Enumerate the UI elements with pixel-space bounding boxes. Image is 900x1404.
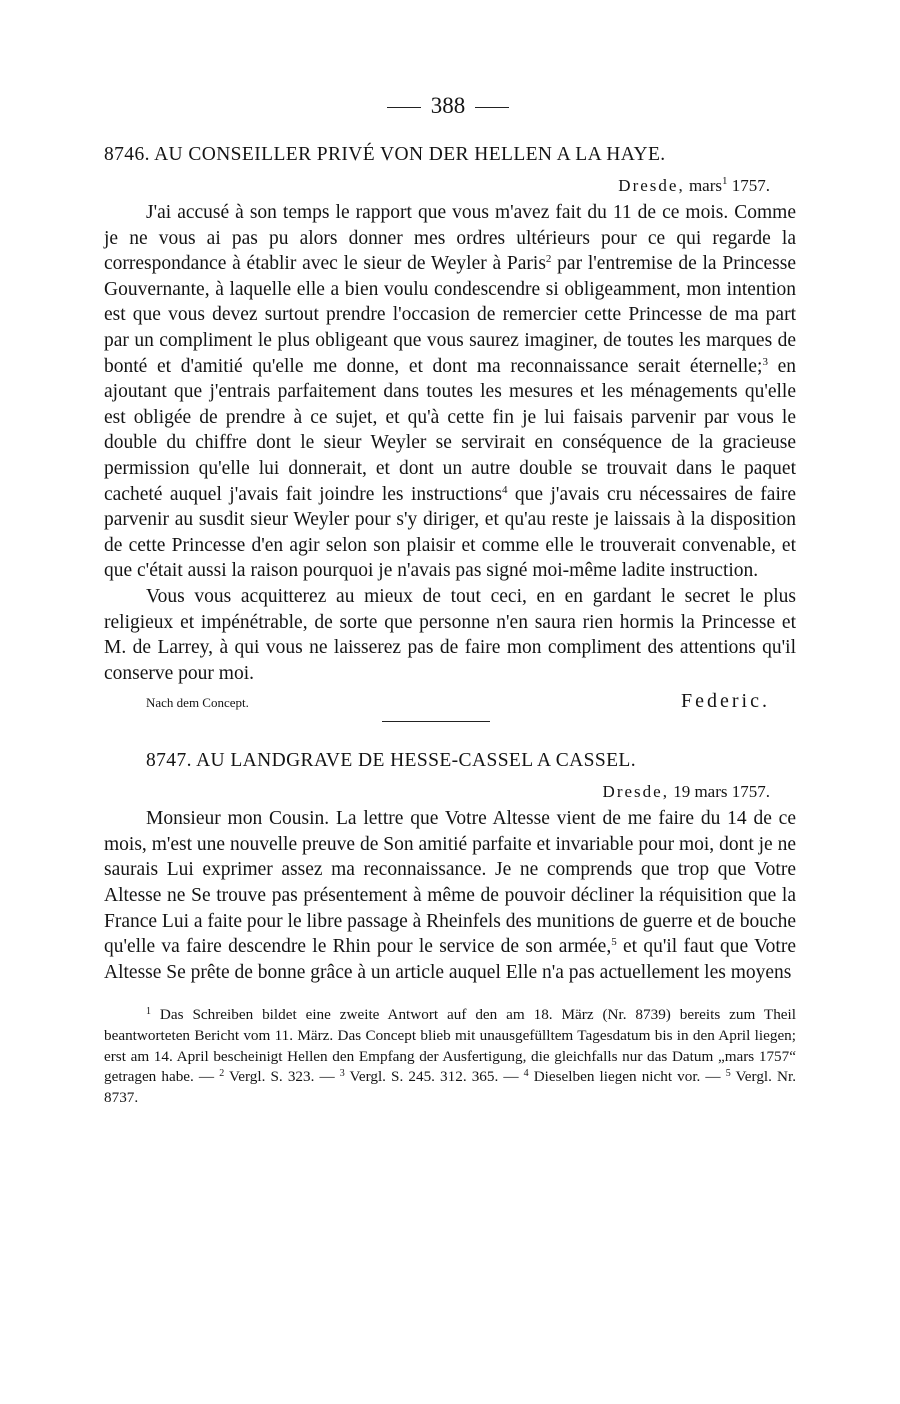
letter-8747-date-rest: 19 mars 1757. [673, 782, 770, 802]
footnote-4-mark: 4 [523, 1068, 529, 1080]
letter-8746-p1-part-b: par l'entremise de la Princesse Gouvernante, à laquelle elle a bien voulu condescendre si obligeamment, mon intention est que vous devez surtout prendre l'occasion de remercier cette Princesse de ma part par un compliment le plus obligeant que vous saurez imaginer, de toutes les marques de bonté et d'amitié qu'elle me donne, et dont ma reconnaissance serait éternelle; [104, 253, 797, 377]
page-number-right-dash [475, 107, 509, 108]
letter-8746-paragraph-1 [104, 200, 796, 584]
letter-8747-p1-part-b: et qu'il faut que Votre Altesse Se prête de bonne grâce à un article auquel Elle n'a pas actuellement les moyens [104, 936, 796, 983]
footnote-2-text: Vergl. S. 323. — [224, 1068, 340, 1086]
letter-8747-paragraph-1 [104, 806, 796, 985]
letter-8746-date-month: mars [688, 176, 722, 195]
footnote-ref-4: 4 [501, 483, 508, 496]
letter-8746-p1-part-d: que j'avais cru nécessaires de faire parvenir au susdit sieur Weyler pour s'y diriger, et qu'au reste je laissais à la disposition de cette Princesse d'en agir selon son plaisir et comme elle le trouverait convenable, et que c'était aussi la raison pourquoi je n'avais pas signé moi-même ladite instruction. [104, 483, 797, 582]
footnote-5-text: Vergl. Nr. 8737. [104, 1068, 796, 1106]
letter-8746-p1-part-a: J'ai accusé à son temps le rapport que vous m'avez fait du 11 de ce mois. Comme je ne vous ai pas pu alors donner mes ordres ultérieurs pour ce qui regarde la correspondance à établir avec le sieur de Weyler à Paris [104, 202, 796, 275]
document-page [104, 92, 796, 1108]
footnote-2-mark: 2 [219, 1068, 225, 1080]
footnote-5-mark: 5 [725, 1068, 731, 1080]
letter-8746-body [104, 200, 796, 686]
footnote-1-text: Das Schreiben bildet eine zweite Antwort auf den am 18. März (Nr. 8739) bereits zum Theil beantworteten Bericht vom 11. März. Das Concept blieb mit unausgefülltem Tagesdatum bis in den April liegen; erst am 14. April bescheinigt Hellen den Empfang der Ausfertigung, die gleichfalls nur das Datum „mars 1757“ getragen habe. — [104, 1006, 796, 1086]
letter-8746-date-year: 1757. [731, 176, 770, 195]
letter-8747-dateline [104, 780, 796, 804]
footnote-4-text: Dieselben liegen nicht vor. — [528, 1068, 726, 1086]
footnote-block [104, 1005, 796, 1108]
letter-8746-dateline [104, 174, 796, 198]
footnotes [104, 1005, 796, 1108]
signature: Federic. [681, 690, 770, 713]
letter-8746-p1-part-c: en ajoutant que j'entrais parfaitement dans toutes les mesures et les ménagements qu'elle est obligée de prendre à ce sujet, et qu'à cette fin je lui faisais parvenir par vous le double du chiffre dont le sieur Weyler se servirait en conséquence de la gracieuse permission qu'elle lui donnerait, et dont un autre double se trouvait dans le paquet cacheté auquel j'avais fait joindre les instructions [104, 355, 796, 505]
source-note: Nach dem Concept. [146, 695, 249, 711]
footnote-ref-1: 1 [722, 175, 728, 187]
page-number-left-dash [387, 107, 421, 108]
letter-8746-paragraph-2: Vous vous acquitterez au mieux de tout ceci, en en gardant le secret le plus religieux et impénétrable, de sorte que personne n'en saura rien hormis la Princesse et M. de Larrey, à qui vous ne laisserez pas de faire mon compliment des attentions qu'il conserve pour moi. [104, 585, 796, 684]
footnote-3-mark: 3 [339, 1068, 345, 1080]
footnote-ref-3: 3 [762, 355, 768, 368]
letter-8747-body [104, 806, 796, 985]
footnote-ref-2: 2 [545, 253, 552, 266]
letter-separator-rule [382, 721, 490, 722]
page-number-header [100, 92, 796, 120]
footnote-1-mark: 1 [146, 1006, 151, 1018]
footnote-ref-5: 5 [611, 936, 617, 949]
letter-8747-p1-part-a: Monsieur mon Cousin. La lettre que Votre Altesse vient de me faire du 14 de ce mois, m'est une nouvelle preuve de Son amitié parfaite et invariable pour moi, dont je ne saurais Lui exprimer assez ma reconnaissance. Je ne comprends que trop que Votre Altesse ne Se trouve pas présentement à même de pouvoir décliner la réquisition que la France Lui a faite pour le libre passage à Rheinfels des munitions de guerre et de bouche qu'elle va faire descendre le Rhin pour le service de son armée, [104, 808, 797, 958]
letter-8746-closing [104, 690, 796, 713]
letter-8747-date-place: Dresde, [602, 782, 669, 802]
letter-8746-date-place: Dresde, [618, 176, 685, 195]
footnote-3-text: Vergl. S. 245. 312. 365. — [344, 1068, 524, 1086]
page-number: 388 [430, 93, 466, 118]
letter-8747-heading: 8747. AU LANDGRAVE DE HESSE-CASSEL A CASSEL. [146, 750, 636, 772]
letter-8746-heading: 8746. AU CONSEILLER PRIVÉ VON DER HELLEN A LA HAYE. [104, 144, 666, 165]
